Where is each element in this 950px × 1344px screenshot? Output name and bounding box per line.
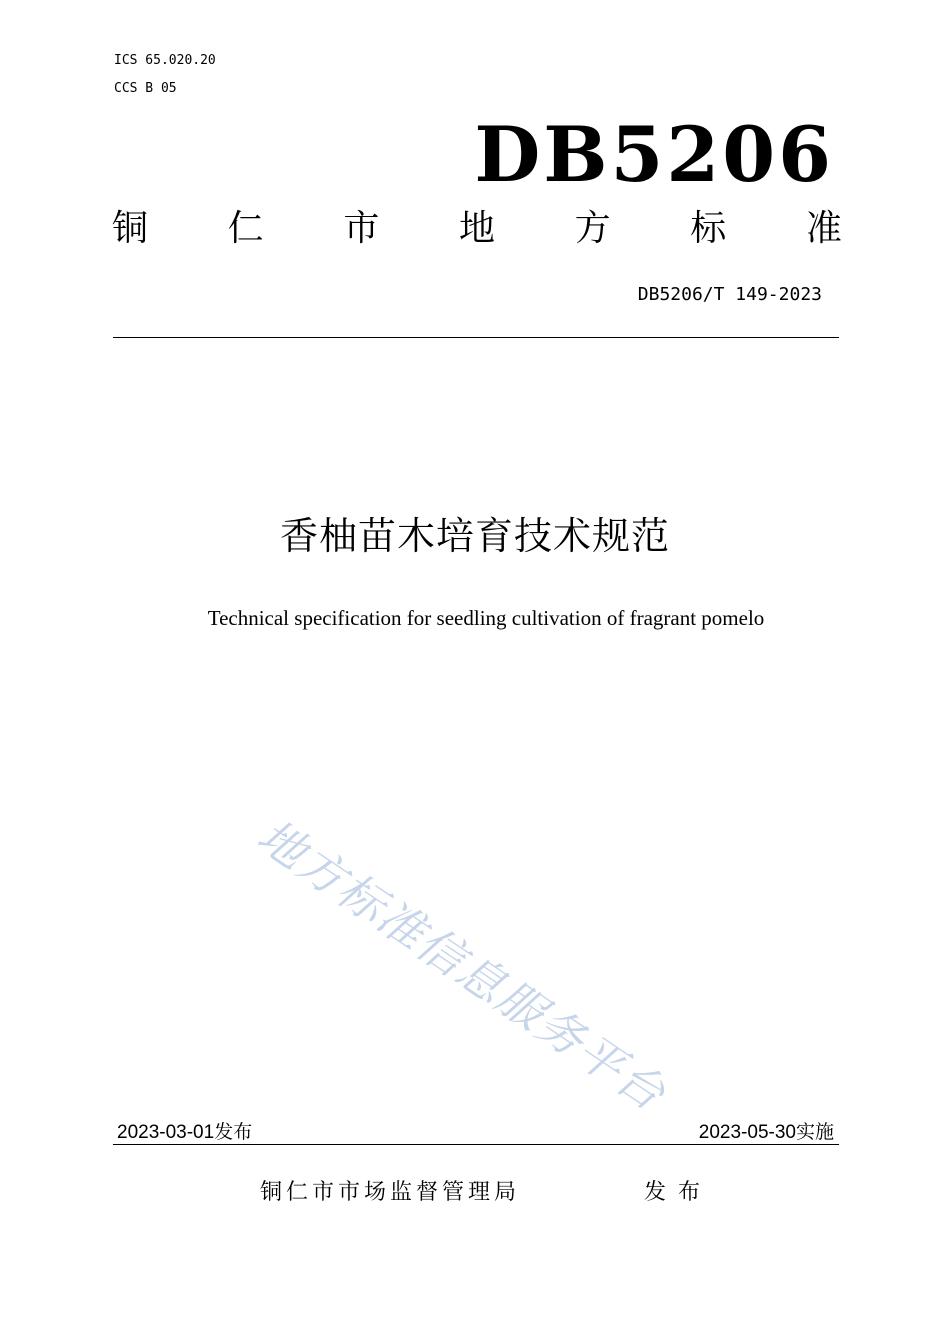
- level-char: 仁: [227, 208, 264, 249]
- level-char: 铜: [112, 208, 149, 249]
- issuing-action: 发布: [644, 1180, 713, 1205]
- level-char: 市: [343, 208, 380, 249]
- header-divider: [113, 337, 839, 338]
- standard-level-title: [112, 204, 842, 254]
- document-title-english: Technical specification for seedling cultivation of fragrant pomelo: [207, 606, 765, 630]
- level-char: 标: [690, 208, 727, 249]
- ics-code: ICS 65.020.20: [114, 53, 216, 68]
- level-char: 方: [574, 208, 611, 249]
- implementation-date-value: 2023-05-30: [698, 1122, 796, 1143]
- issue-date: [117, 1119, 252, 1146]
- standard-logo: DB5206: [474, 110, 834, 199]
- document-title-chinese: 香柚苗木培育技术规范: [279, 514, 670, 558]
- issuing-authority: 铜仁市市场监督管理局: [260, 1180, 521, 1205]
- standard-number: DB5206/T 149-2023: [637, 284, 822, 305]
- issue-date-value: 2023-03-01: [117, 1122, 215, 1143]
- footer-divider: [113, 1144, 839, 1145]
- implementation-label: 实施: [795, 1121, 834, 1143]
- level-char: 地: [458, 208, 495, 249]
- issue-label: 发布: [214, 1121, 253, 1143]
- watermark: 地方标准信息服务平台: [247, 808, 677, 1122]
- level-char: 准: [805, 208, 842, 249]
- implementation-date: [699, 1119, 834, 1146]
- ccs-code: CCS B 05: [114, 81, 177, 96]
